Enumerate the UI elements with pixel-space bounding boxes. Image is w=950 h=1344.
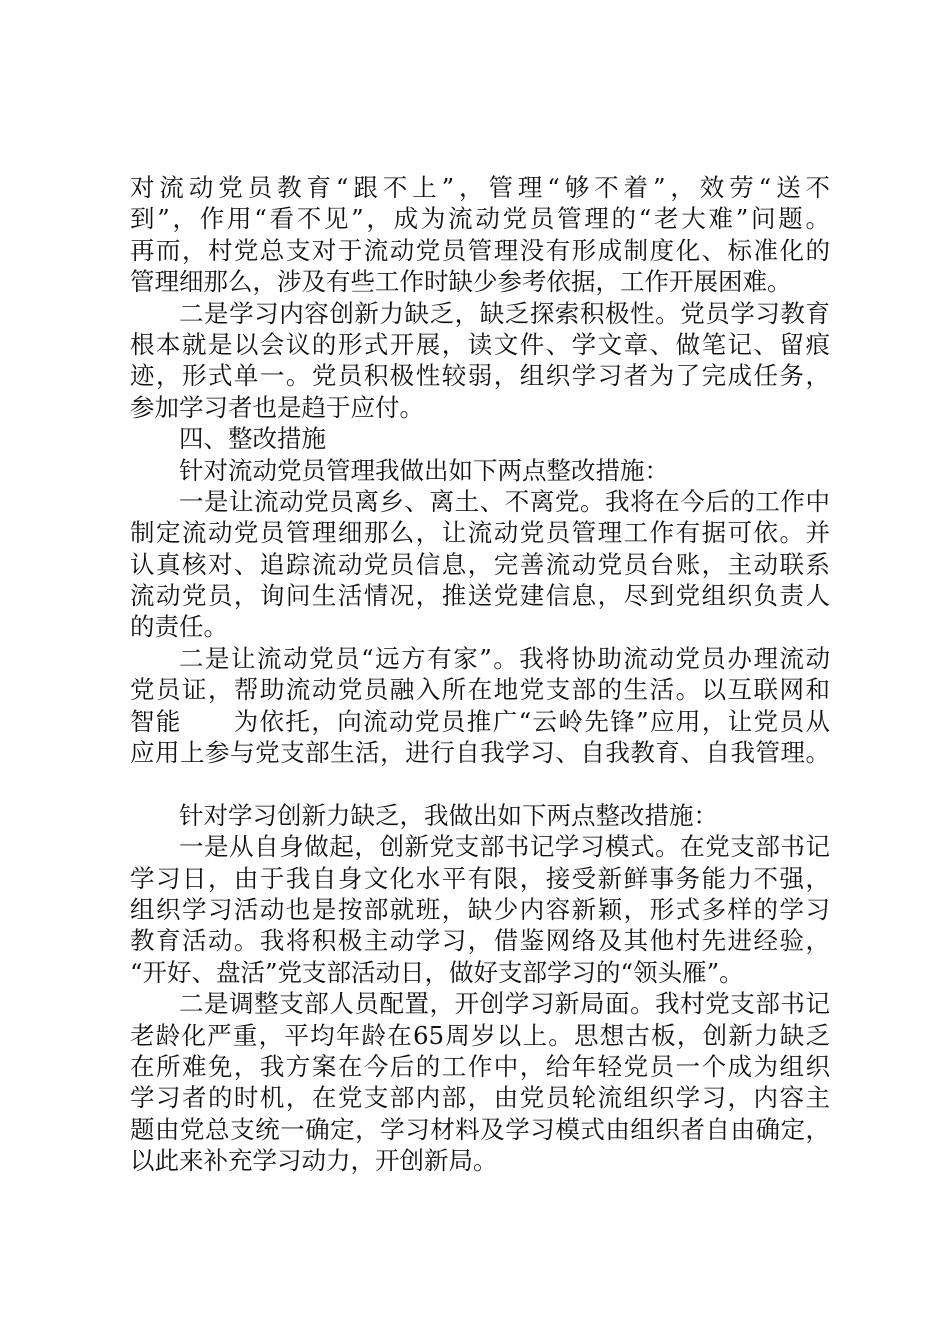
text-line: 组织学习活动也是按部就班，缺少内容新颖，形式多样的学习 <box>130 894 830 924</box>
text-line: 迹，形式单一。党员积极性较弱，组织学习者为了完成任务， <box>130 361 830 391</box>
text-line: 智能 为依托，向流动党员推广“云岭先锋”应用，让党员从 <box>130 706 830 736</box>
text-line: “开好、盘活”党支部活动日，做好支部学习的“领头雁”。 <box>130 957 744 987</box>
document-body <box>130 172 830 1177</box>
section-heading: 四、整改措施 <box>179 424 326 454</box>
text-line: 以此来补充学习动力，开创新局。 <box>130 1146 498 1176</box>
text-line: 一是从自身做起，创新党支部书记学习模式。在党支部书记 <box>179 832 830 862</box>
text-line: 参加学习者也是趋于应付。 <box>130 392 424 422</box>
text-line: 针对流动党员管理我做出如下两点整改措施： <box>179 455 669 485</box>
text-line: 对流动党员教育“跟不上”，管理“够不着”，效劳“送不 <box>130 173 830 202</box>
text-line: 再而，村党总支对于流动党员管理没有形成制度化、标准化的 <box>130 235 830 265</box>
text-line: 党员证，帮助流动党员融入所在地党支部的生活。以互联网和 <box>130 675 830 705</box>
blank-line <box>130 768 830 799</box>
text-line: 教育活动。我将积极主动学习，借鉴网络及其他村先进经验， <box>130 926 830 956</box>
text-line: 二是调整支部人员配置，开创学习新局面。我村党支部书记 <box>179 989 830 1019</box>
text-line: 学习者的时机，在党支部内部，由党员轮流组织学习，内容主 <box>130 1083 830 1113</box>
text-line: 一是让流动党员离乡、离土、不离党。我将在今后的工作中 <box>179 486 830 516</box>
text-line: 应用上参与党支部生活，进行自我学习、自我教育、自我管理。 <box>130 738 830 768</box>
text-line: 二是学习内容创新力缺乏，缺乏探索积极性。党员学习教育 <box>179 298 830 328</box>
text-line: 针对学习创新力缺乏，我做出如下两点整改措施： <box>179 800 718 830</box>
text-line: 学习日，由于我自身文化水平有限，接受新鲜事务能力不强， <box>130 863 830 893</box>
text-line: 二是让流动党员“远方有家”。我将协助流动党员办理流动 <box>179 643 830 673</box>
text-line: 管理细那么，涉及有些工作时缺少参考依据，工作开展困难。 <box>130 267 792 297</box>
text-line: 到”，作用“看不见”，成为流动党员管理的“老大难”问题。 <box>130 204 830 234</box>
text-line: 题由党总支统一确定，学习材料及学习模式由组织者自由确定， <box>130 1114 830 1144</box>
text-line: 流动党员，询问生活情况，推送党建信息，尽到党组织负责人 <box>130 581 830 611</box>
text-line: 的责任。 <box>130 612 228 642</box>
text-line: 根本就是以会议的形式开展，读文件、学文章、做笔记、留痕 <box>130 329 830 359</box>
text-line: 在所难免，我方案在今后的工作中，给年轻党员一个成为组织 <box>130 1051 830 1081</box>
text-line: 认真核对、追踪流动党员信息，完善流动党员台账，主动联系 <box>130 549 830 579</box>
text-line: 老龄化严重，平均年龄在65周岁以上。思想古板，创新力缺乏 <box>130 1020 830 1050</box>
text-line: 制定流动党员管理细那么，让流动党员管理工作有据可依。并 <box>130 518 830 548</box>
